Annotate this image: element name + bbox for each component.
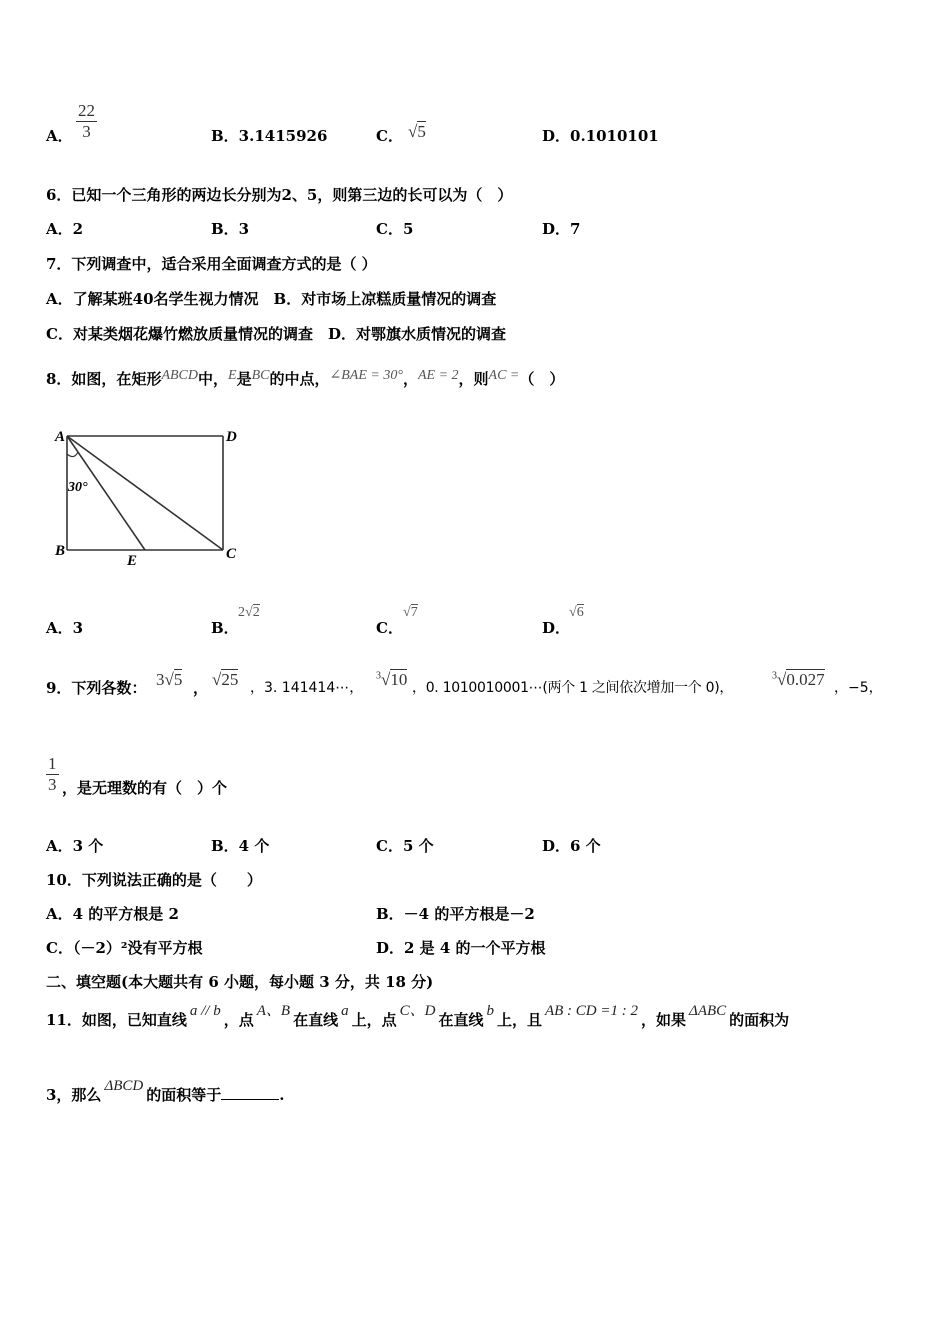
q7-stem: 7．下列调查中，适合采用全面调查方式的是（ ） bbox=[46, 255, 377, 273]
q9-frac-numerator: 1 bbox=[48, 754, 57, 773]
q9-n2-radicand: 25 bbox=[221, 670, 239, 689]
label-b: B bbox=[55, 543, 66, 559]
q9-option-a: A．3 个 bbox=[46, 837, 104, 855]
q8-option-b-radicand: 2 bbox=[252, 605, 260, 620]
q9-text-3: ，0. 1010010001⋯(两个 1 之间依次增加一个 0)， bbox=[412, 680, 734, 696]
q9-option-c: C．5 个 bbox=[376, 837, 434, 855]
q11-math-b: b bbox=[486, 1003, 494, 1019]
q8-option-d-label: D． bbox=[542, 619, 571, 637]
q9-option-d: D．6 个 bbox=[542, 837, 601, 855]
q9-frac-denominator: 3 bbox=[48, 775, 57, 794]
q11-line1 bbox=[46, 1003, 790, 1030]
q11-answer-blank[interactable] bbox=[221, 1085, 279, 1100]
q9-sep-1: ， bbox=[193, 679, 209, 697]
q5-option-c-radicand: 5 bbox=[417, 122, 426, 141]
q11-text-8: 的面积为 bbox=[729, 1011, 790, 1029]
q8-math-bc: BC bbox=[251, 368, 270, 383]
q11-math-a-parallel-b: a // b bbox=[189, 1003, 221, 1019]
q8-text-4: 的中点， bbox=[269, 370, 330, 388]
q11-math-cd: C、D bbox=[399, 1003, 436, 1019]
q9-text-1: 9．下列各数： bbox=[46, 679, 147, 697]
q8-option-b-label: B． bbox=[211, 619, 239, 637]
q11-text-10: 的面积等于 bbox=[146, 1086, 222, 1104]
q11-text-3: 在直线 bbox=[293, 1011, 339, 1029]
angle-arc bbox=[67, 452, 78, 457]
q8-rectangle-figure bbox=[50, 424, 250, 572]
q8-option-d-value: √6 bbox=[569, 605, 584, 620]
q11-math-a: a bbox=[341, 1003, 349, 1019]
q11-text-5: 在直线 bbox=[438, 1011, 484, 1029]
q5-option-b: B．3.1415926 bbox=[211, 127, 328, 145]
q11-text-6: 上，且 bbox=[496, 1011, 542, 1029]
q8-option-d-radicand: 6 bbox=[576, 605, 584, 620]
q9-number-2: √25 bbox=[212, 670, 239, 689]
q8-option-b-coef: 2 bbox=[238, 605, 245, 620]
q5-option-c-sqrt: √5 bbox=[408, 122, 426, 141]
q9-text-4: ，−5， bbox=[834, 680, 883, 696]
q8-math-abcd: ABCD bbox=[161, 368, 199, 383]
q11-text-2: ，点 bbox=[223, 1011, 254, 1029]
q8-stem bbox=[46, 370, 564, 390]
q9-number-4: $^3$√0.027 bbox=[772, 670, 825, 689]
q8-text-6: ，则 bbox=[458, 370, 489, 388]
q11-text-7: ，如果 bbox=[641, 1011, 687, 1029]
q9-option-b: B．4 个 bbox=[211, 837, 270, 855]
q6-option-d: D．7 bbox=[542, 220, 581, 238]
q6-stem: 6．已知一个三角形的两边长分别为2、5，则第三边的长可以为（ ） bbox=[46, 186, 513, 204]
q11-text-11: . bbox=[279, 1086, 285, 1104]
section-2-heading: 二、填空题(本大题共有 6 小题，每小题 3 分，共 18 分) bbox=[46, 973, 434, 991]
q11-math-ab: A、B bbox=[256, 1003, 291, 1019]
q9-fraction-one-third bbox=[46, 754, 59, 795]
q10-option-d: D．2 是 4 的一个平方根 bbox=[376, 939, 546, 957]
label-a: A bbox=[55, 429, 66, 445]
q6-option-c: C．5 bbox=[376, 220, 414, 238]
q10-option-b: B．－4 的平方根是－2 bbox=[376, 905, 535, 923]
q5-frac-denominator: 3 bbox=[82, 122, 91, 141]
q5-option-a-fraction bbox=[76, 101, 97, 142]
q6-option-a: A．2 bbox=[46, 220, 84, 238]
q9-stem-line1 bbox=[46, 679, 146, 697]
q8-option-c-radicand: 7 bbox=[410, 605, 418, 620]
q9-n3-radicand: 10 bbox=[390, 670, 408, 689]
q8-math-ac: AC = bbox=[488, 368, 520, 383]
q8-math-ae: AE = 2 bbox=[417, 368, 459, 383]
q8-text-1: 8．如图，在矩形 bbox=[46, 370, 162, 388]
label-c: C bbox=[226, 546, 237, 562]
q11-math-triangle-abc: ΔABC bbox=[689, 1003, 727, 1019]
q8-option-c-label: C． bbox=[376, 619, 403, 637]
q5-option-d: D．0.1010101 bbox=[542, 127, 659, 145]
q11-math-ratio: AB : CD =1 : 2 bbox=[544, 1003, 638, 1019]
q8-text-7: （ ） bbox=[519, 370, 565, 388]
q8-option-b-value: 2√2 bbox=[238, 605, 260, 620]
q9-n4-index: 3 bbox=[772, 670, 777, 682]
q7-options-line1: A．了解某班40名学生视力情况 B．对市场上凉糕质量情况的调查 bbox=[46, 290, 497, 308]
q6-option-b: B．3 bbox=[211, 220, 250, 238]
q8-math-angle: ∠BAE = 30° bbox=[329, 368, 403, 383]
q9-number-3: $^3$√10 bbox=[376, 670, 408, 689]
q11-line2 bbox=[46, 1078, 285, 1105]
q8-option-c-value: √7 bbox=[403, 605, 418, 620]
label-e: E bbox=[127, 553, 138, 569]
q8-text-5: ， bbox=[402, 370, 418, 388]
q9-text-2: ，3. 141414⋯， bbox=[250, 680, 364, 696]
q5-option-c-label: C． bbox=[376, 127, 403, 145]
q11-text-4: 上，点 bbox=[351, 1011, 397, 1029]
q9-n1-coef: 3 bbox=[156, 670, 165, 689]
q9-n3-index: 3 bbox=[376, 670, 381, 682]
label-angle-30: 30° bbox=[68, 480, 88, 495]
q9-n1-radicand: 5 bbox=[173, 670, 183, 689]
q9-number-1: 3√5 bbox=[156, 670, 183, 689]
q10-option-c: C．（－2）²没有平方根 bbox=[46, 939, 203, 957]
q11-math-triangle-bcd: ΔBCD bbox=[104, 1078, 144, 1094]
segment-ac bbox=[67, 436, 223, 550]
q11-text-9: 3，那么 bbox=[46, 1086, 102, 1104]
q5-frac-numerator: 22 bbox=[78, 101, 95, 120]
q8-option-a: A．3 bbox=[46, 619, 84, 637]
label-d: D bbox=[226, 429, 237, 445]
q9-n4-radicand: 0.027 bbox=[786, 670, 825, 689]
q8-text-2: 中， bbox=[198, 370, 229, 388]
q11-text-1: 11．如图，已知直线 bbox=[46, 1011, 187, 1029]
q10-option-a: A．4 的平方根是 2 bbox=[46, 905, 179, 923]
q10-stem: 10．下列说法正确的是（ ） bbox=[46, 871, 262, 889]
q8-text-3: 是 bbox=[236, 370, 252, 388]
q5-option-a-label: A． bbox=[46, 127, 73, 145]
q9-text-5: ，是无理数的有（ ）个 bbox=[62, 779, 228, 797]
q8-math-e: E bbox=[228, 368, 237, 383]
q7-options-line2: C．对某类烟花爆竹燃放质量情况的调查 D．对鄂旗水质情况的调查 bbox=[46, 325, 506, 343]
